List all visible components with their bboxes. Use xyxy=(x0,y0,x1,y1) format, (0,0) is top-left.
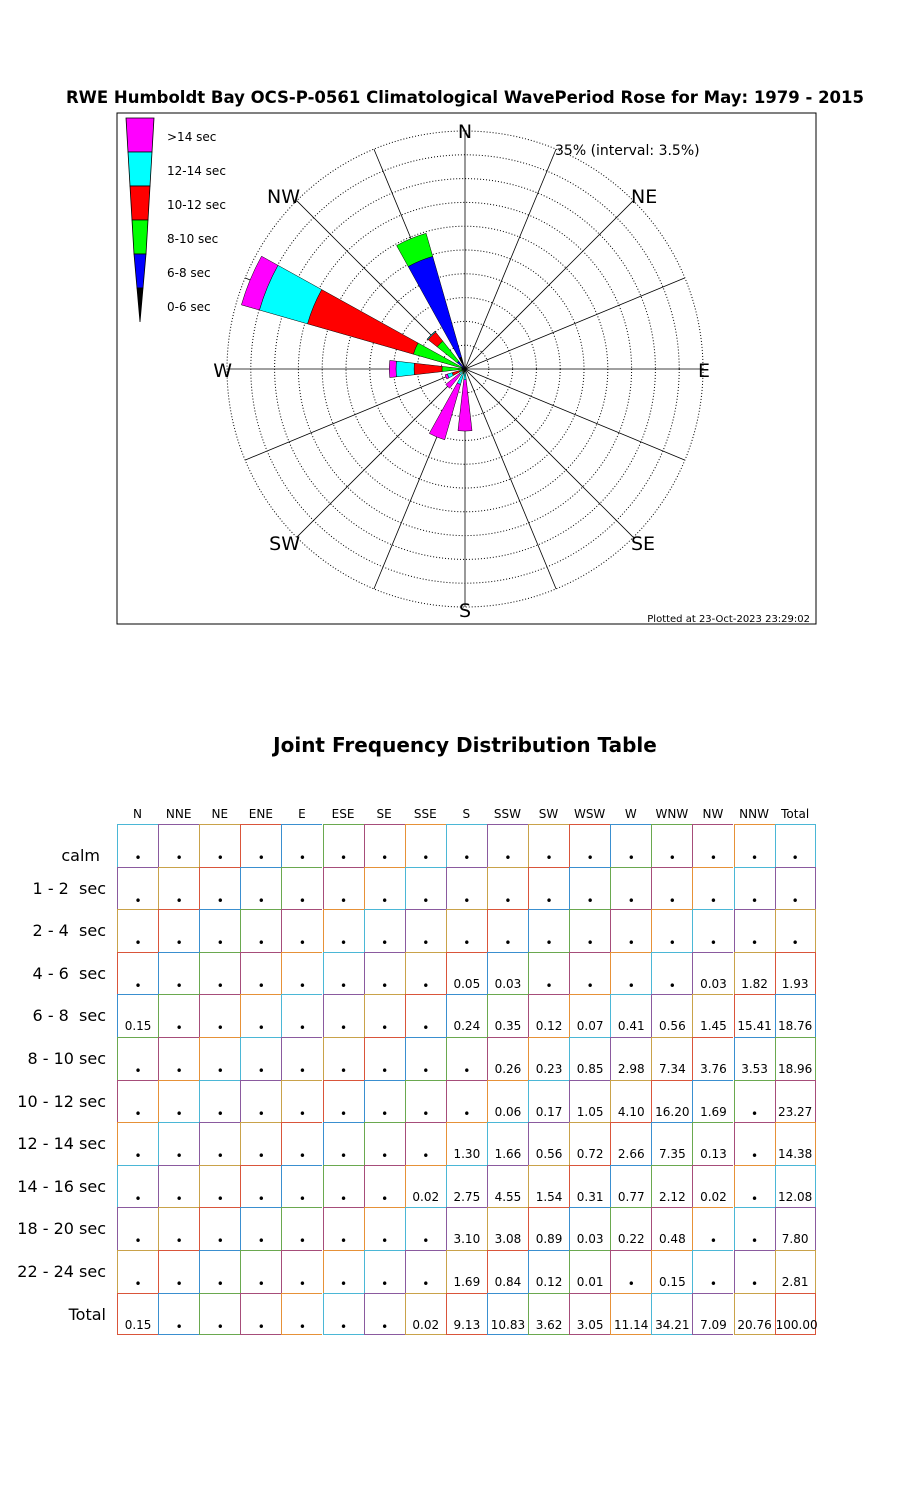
table-cell: 3.08 xyxy=(487,1207,528,1250)
table-cell: 0.12 xyxy=(528,1250,569,1293)
table-cell: • xyxy=(569,824,610,867)
table-cell: 1.69 xyxy=(446,1250,487,1293)
table-cell: • xyxy=(323,1037,364,1080)
table-cell: • xyxy=(405,1207,446,1250)
table-cell: • xyxy=(775,824,816,867)
table-cell: • xyxy=(281,1037,322,1080)
table-cell: • xyxy=(158,909,199,952)
legend-label-4: 6-8 sec xyxy=(167,266,211,280)
legend-swatch-0 xyxy=(126,118,154,152)
table-cell: • xyxy=(610,952,651,995)
table-cell: 18.76 xyxy=(775,994,816,1037)
table-cell: • xyxy=(158,994,199,1037)
legend-swatch-3 xyxy=(132,220,148,254)
table-cell: 1.69 xyxy=(692,1080,733,1123)
column-header-ese: ESE xyxy=(331,807,355,821)
table-cell: • xyxy=(158,1293,199,1336)
table-cell: • xyxy=(281,824,322,867)
table-cell: 0.35 xyxy=(487,994,528,1037)
row-label: calm xyxy=(61,846,100,865)
table-cell: 0.03 xyxy=(487,952,528,995)
table-cell: • xyxy=(364,1122,405,1165)
table-cell: 0.03 xyxy=(569,1207,610,1250)
table-cell: • xyxy=(323,994,364,1037)
table-cell: 0.02 xyxy=(405,1293,446,1336)
table-cell: 0.23 xyxy=(528,1037,569,1080)
table-cell: • xyxy=(323,824,364,867)
table-cell: 0.89 xyxy=(528,1207,569,1250)
table-cell: • xyxy=(610,1250,651,1293)
legend-label-5: 0-6 sec xyxy=(167,300,211,314)
table-cell: • xyxy=(569,867,610,910)
table-cell: • xyxy=(364,1250,405,1293)
table-cell: 0.01 xyxy=(569,1250,610,1293)
table-cell: • xyxy=(199,1165,240,1208)
table-cell: • xyxy=(158,1037,199,1080)
legend xyxy=(126,118,226,322)
table-cell: • xyxy=(158,824,199,867)
table-cell: • xyxy=(528,867,569,910)
table-cell: • xyxy=(775,867,816,910)
table-cell: 1.66 xyxy=(487,1122,528,1165)
column-header-e: E xyxy=(298,807,306,821)
spoke-5 xyxy=(465,369,685,460)
direction-label-se: SE xyxy=(631,533,656,555)
table-cell: • xyxy=(528,952,569,995)
table-cell: • xyxy=(117,867,158,910)
table-cell: • xyxy=(405,909,446,952)
table-cell: • xyxy=(281,1293,322,1336)
table-cell: 3.10 xyxy=(446,1207,487,1250)
table-cell: 12.08 xyxy=(775,1165,816,1208)
table-cell: 9.13 xyxy=(446,1293,487,1336)
table-cell: • xyxy=(651,952,692,995)
table-cell: 2.75 xyxy=(446,1165,487,1208)
petal-s-segment-5 xyxy=(458,380,472,431)
column-header-wsw: WSW xyxy=(573,807,606,821)
table-cell: • xyxy=(405,1250,446,1293)
table-cell: • xyxy=(692,867,733,910)
table-cell: • xyxy=(199,867,240,910)
table-cell: 14.38 xyxy=(775,1122,816,1165)
table-cell: • xyxy=(199,1250,240,1293)
table-cell: • xyxy=(281,1080,322,1123)
table-cell: • xyxy=(117,1165,158,1208)
column-header-ene: ENE xyxy=(248,807,273,821)
table-cell: 11.14 xyxy=(610,1293,651,1336)
table-cell: • xyxy=(323,867,364,910)
table-cell: • xyxy=(240,909,281,952)
table-cell: 1.93 xyxy=(775,952,816,995)
table-cell: 0.48 xyxy=(651,1207,692,1250)
table-cell: • xyxy=(281,909,322,952)
table-cell: • xyxy=(199,824,240,867)
table-cell: 2.66 xyxy=(610,1122,651,1165)
table-cell: • xyxy=(734,1165,775,1208)
legend-swatch-2 xyxy=(130,186,150,220)
table-cell: • xyxy=(281,867,322,910)
legend-swatch-5 xyxy=(137,288,143,322)
row-label: 6 - 8 sec xyxy=(32,1006,106,1026)
table-cell: • xyxy=(323,1293,364,1336)
table-cell: 1.45 xyxy=(692,994,733,1037)
table-cell: 23.27 xyxy=(775,1080,816,1123)
table-cell: • xyxy=(323,1250,364,1293)
plot-timestamp: Plotted at 23-Oct-2023 23:29:02 xyxy=(647,614,810,625)
table-cell: • xyxy=(446,1037,487,1080)
table-cell: 0.56 xyxy=(651,994,692,1037)
table-cell: 100.00 xyxy=(775,1293,816,1336)
legend-label-1: 12-14 sec xyxy=(167,164,226,178)
table-cell: • xyxy=(734,1122,775,1165)
table-cell: • xyxy=(323,1080,364,1123)
table-cell: • xyxy=(240,1165,281,1208)
table-cell: 0.15 xyxy=(117,1293,158,1336)
table-cell: • xyxy=(692,824,733,867)
table-cell: • xyxy=(199,994,240,1037)
row-label: 8 - 10 sec xyxy=(27,1049,106,1068)
column-header-n: N xyxy=(133,807,143,821)
table-cell: 0.77 xyxy=(610,1165,651,1208)
legend-label-2: 10-12 sec xyxy=(167,198,226,212)
table-cell: • xyxy=(692,1250,733,1293)
column-header-w: W xyxy=(624,807,637,821)
table-cell: • xyxy=(240,952,281,995)
row-label: Total xyxy=(68,1304,106,1324)
direction-label-sw: SW xyxy=(269,533,300,555)
table-cell: 2.12 xyxy=(651,1165,692,1208)
table-cell: • xyxy=(364,1080,405,1123)
table-cell: • xyxy=(240,1250,281,1293)
table-cell: • xyxy=(405,867,446,910)
table-cell: • xyxy=(199,909,240,952)
table-cell: • xyxy=(487,867,528,910)
table-cell: • xyxy=(240,824,281,867)
table-cell: • xyxy=(734,1250,775,1293)
table-cell: 18.96 xyxy=(775,1037,816,1080)
table-cell: • xyxy=(487,824,528,867)
table-cell: 0.15 xyxy=(117,994,158,1037)
table-cell: • xyxy=(117,1207,158,1250)
direction-label-ne: NE xyxy=(631,186,658,208)
legend-swatch-4 xyxy=(134,254,146,288)
row-label: 22 - 24 sec xyxy=(17,1262,106,1281)
table-cell: 3.76 xyxy=(692,1037,733,1080)
direction-label-e: E xyxy=(698,360,711,382)
table-cell: • xyxy=(240,1122,281,1165)
spoke-7 xyxy=(465,369,556,589)
table-cell: • xyxy=(158,1080,199,1123)
table-cell: 0.05 xyxy=(446,952,487,995)
table-cell: • xyxy=(323,1122,364,1165)
table-cell: 16.20 xyxy=(651,1080,692,1123)
table-cell: 7.34 xyxy=(651,1037,692,1080)
table-cell: 0.26 xyxy=(487,1037,528,1080)
direction-label-n: N xyxy=(457,121,473,143)
table-cell: 0.07 xyxy=(569,994,610,1037)
wave-rose-chart xyxy=(0,0,900,660)
table-cell: • xyxy=(281,952,322,995)
table-cell: 0.15 xyxy=(651,1250,692,1293)
row-label: 2 - 4 sec xyxy=(32,921,106,941)
table-cell: 0.13 xyxy=(692,1122,733,1165)
spoke-11 xyxy=(245,369,465,460)
table-cell: • xyxy=(446,909,487,952)
petal-wnw-segment-3 xyxy=(307,290,418,355)
table-cell: • xyxy=(199,1080,240,1123)
table-cell: 0.72 xyxy=(569,1122,610,1165)
table-cell: • xyxy=(364,1207,405,1250)
column-header-nnw: NNW xyxy=(739,807,769,821)
table-cell: 7.35 xyxy=(651,1122,692,1165)
direction-label-s: S xyxy=(458,600,472,622)
table-cell: • xyxy=(158,1207,199,1250)
table-cell: • xyxy=(734,1207,775,1250)
table-cell: • xyxy=(405,1080,446,1123)
row-label: 14 - 16 sec xyxy=(17,1176,106,1196)
table-cell: 7.09 xyxy=(692,1293,733,1336)
table-cell: • xyxy=(281,994,322,1037)
table-cell: • xyxy=(240,994,281,1037)
table-cell: 3.62 xyxy=(528,1293,569,1336)
table-cell: • xyxy=(281,1122,322,1165)
table-cell: • xyxy=(240,1080,281,1123)
table-cell: • xyxy=(117,1080,158,1123)
table-cell: 0.17 xyxy=(528,1080,569,1123)
table-cell: • xyxy=(734,824,775,867)
column-header-nne: NNE xyxy=(165,807,192,821)
table-cell: • xyxy=(734,867,775,910)
legend-label-3: 8-10 sec xyxy=(167,232,219,246)
table-cell: 20.76 xyxy=(734,1293,775,1336)
table-cell: • xyxy=(240,1037,281,1080)
table-cell: • xyxy=(364,909,405,952)
row-label: 1 - 2 sec xyxy=(32,878,106,898)
table-cell: • xyxy=(651,909,692,952)
table-cell: 0.02 xyxy=(405,1165,446,1208)
table-cell: • xyxy=(323,952,364,995)
table-cell: • xyxy=(158,867,199,910)
table-title: Joint Frequency Distribution Table xyxy=(273,733,657,757)
table-cell: 7.80 xyxy=(775,1207,816,1250)
table-cell: • xyxy=(446,867,487,910)
table-cell: 15.41 xyxy=(734,994,775,1037)
rose-petals xyxy=(241,233,472,439)
table-cell: 4.55 xyxy=(487,1165,528,1208)
table-cell: 0.31 xyxy=(569,1165,610,1208)
table-cell: • xyxy=(610,867,651,910)
petal-w-segment-4 xyxy=(396,361,414,377)
table-cell: 2.98 xyxy=(610,1037,651,1080)
table-cell: 3.53 xyxy=(734,1037,775,1080)
table-cell: 1.30 xyxy=(446,1122,487,1165)
spoke-6 xyxy=(465,369,633,537)
table-cell: 0.84 xyxy=(487,1250,528,1293)
table-cell: • xyxy=(158,1165,199,1208)
legend-swatch-1 xyxy=(128,152,152,186)
table-cell: • xyxy=(240,867,281,910)
table-cell: • xyxy=(405,952,446,995)
table-cell: • xyxy=(446,1080,487,1123)
table-cell: • xyxy=(692,909,733,952)
table-cell: • xyxy=(323,1165,364,1208)
table-cell: • xyxy=(651,867,692,910)
spoke-3 xyxy=(465,278,685,369)
table-cell: 3.05 xyxy=(569,1293,610,1336)
column-header-ssw: SSW xyxy=(493,807,521,821)
table-cell: 0.03 xyxy=(692,952,733,995)
table-cell: • xyxy=(281,1165,322,1208)
table-cell: • xyxy=(364,1037,405,1080)
table-cell: 0.02 xyxy=(692,1165,733,1208)
legend-label-0: >14 sec xyxy=(167,130,217,144)
table-cell: 0.56 xyxy=(528,1122,569,1165)
table-cell: 2.81 xyxy=(775,1250,816,1293)
column-header-s: S xyxy=(462,807,471,821)
table-cell: • xyxy=(158,952,199,995)
table-cell: • xyxy=(734,1080,775,1123)
table-cell: • xyxy=(240,1293,281,1336)
table-cell: • xyxy=(528,909,569,952)
table-cell: • xyxy=(158,1250,199,1293)
spoke-2 xyxy=(465,201,633,369)
table-cell: • xyxy=(364,1293,405,1336)
chart-title: RWE Humboldt Bay OCS-P-0561 Climatological WavePeriod Rose for May: 1979 - 2015 xyxy=(65,88,865,107)
column-header-wnw: WNW xyxy=(655,807,689,821)
column-header-sse: SSE xyxy=(413,807,437,821)
table-cell: 34.21 xyxy=(651,1293,692,1336)
table-cell: 0.22 xyxy=(610,1207,651,1250)
table-cell: • xyxy=(405,824,446,867)
table-cell: • xyxy=(199,1207,240,1250)
table-cell: • xyxy=(364,994,405,1037)
table-cell: • xyxy=(528,824,569,867)
row-label: 18 - 20 sec xyxy=(17,1219,106,1239)
table-cell: 4.10 xyxy=(610,1080,651,1123)
table-cell: • xyxy=(651,824,692,867)
petal-w-segment-5 xyxy=(389,360,396,377)
table-cell: • xyxy=(405,1037,446,1080)
table-cell: • xyxy=(610,909,651,952)
table-cell: • xyxy=(364,952,405,995)
column-header-sw: SW xyxy=(538,807,559,821)
table-cell: • xyxy=(117,1122,158,1165)
table-cell: 1.54 xyxy=(528,1165,569,1208)
table-cell: • xyxy=(610,824,651,867)
table-cell: 0.06 xyxy=(487,1080,528,1123)
ring-scale-label: 35% (interval: 3.5%) xyxy=(555,143,700,159)
direction-label-nw: NW xyxy=(267,186,300,208)
petal-w-segment-3 xyxy=(414,363,442,375)
table-cell: • xyxy=(734,909,775,952)
direction-label-w: W xyxy=(213,360,232,382)
column-header-nw: NW xyxy=(702,807,724,821)
table-cell: • xyxy=(405,1122,446,1165)
table-cell: • xyxy=(364,867,405,910)
petal-ssw-segment-5 xyxy=(429,383,460,440)
table-cell: • xyxy=(199,952,240,995)
column-header-total: Total xyxy=(781,807,810,821)
row-label: 10 - 12 sec xyxy=(17,1091,106,1111)
row-label: 4 - 6 sec xyxy=(32,963,106,983)
table-cell: • xyxy=(775,909,816,952)
table-cell: 0.12 xyxy=(528,994,569,1037)
table-cell: • xyxy=(487,909,528,952)
column-header-se: SE xyxy=(376,807,392,821)
row-label: 12 - 14 sec xyxy=(17,1134,106,1154)
table-cell: • xyxy=(199,1122,240,1165)
table-cell: • xyxy=(405,994,446,1037)
table-cell: 0.41 xyxy=(610,994,651,1037)
table-cell: 1.05 xyxy=(569,1080,610,1123)
table-cell: • xyxy=(117,952,158,995)
spoke-10 xyxy=(297,369,465,537)
table-cell: • xyxy=(569,952,610,995)
table-cell: • xyxy=(569,909,610,952)
table-cell: • xyxy=(364,824,405,867)
table-cell: 0.85 xyxy=(569,1037,610,1080)
table-cell: • xyxy=(117,824,158,867)
table-cell: • xyxy=(692,1207,733,1250)
table-cell: 1.82 xyxy=(734,952,775,995)
table-cell: • xyxy=(117,1250,158,1293)
column-header-ne: NE xyxy=(211,807,229,821)
table-cell: • xyxy=(199,1293,240,1336)
spoke-1 xyxy=(465,149,556,369)
table-cell: • xyxy=(281,1250,322,1293)
table-cell: • xyxy=(117,909,158,952)
table-cell: • xyxy=(364,1165,405,1208)
table-cell: • xyxy=(281,1207,322,1250)
table-cell: 10.83 xyxy=(487,1293,528,1336)
table-cell: 0.24 xyxy=(446,994,487,1037)
table-cell: • xyxy=(158,1122,199,1165)
table-cell: • xyxy=(323,909,364,952)
table-cell: • xyxy=(199,1037,240,1080)
table-cell: • xyxy=(446,824,487,867)
table-cell: • xyxy=(240,1207,281,1250)
table-cell: • xyxy=(117,1037,158,1080)
table-cell: • xyxy=(323,1207,364,1250)
